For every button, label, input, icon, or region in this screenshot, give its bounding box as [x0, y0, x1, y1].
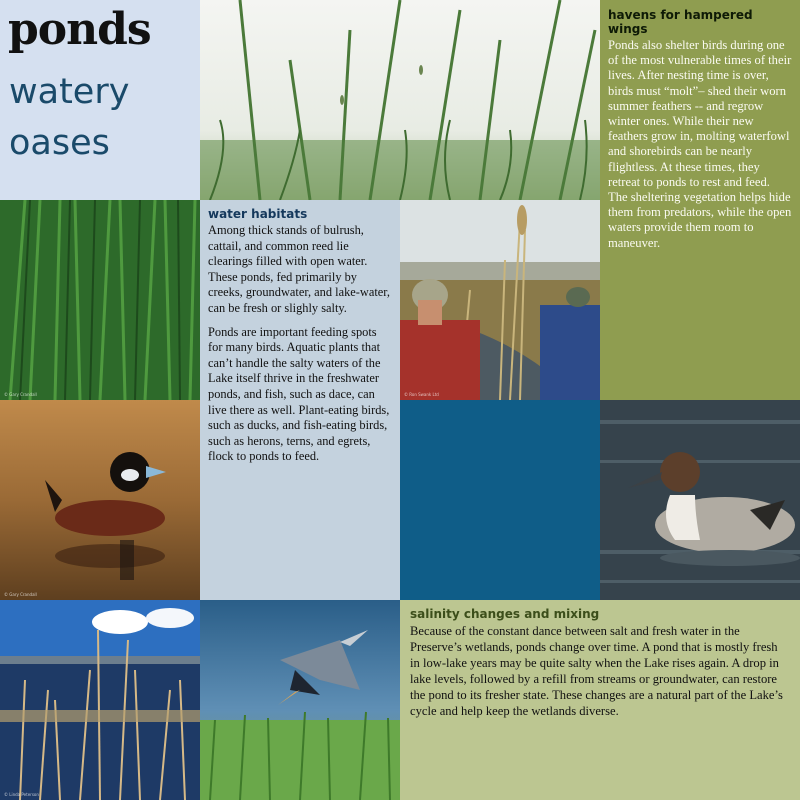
ruddy-duck-image — [0, 400, 200, 600]
marsh-landscape-photo — [0, 600, 200, 800]
salinity-panel — [400, 600, 800, 800]
ruddy-duck-photo-credit: © Gary Crandall — [4, 592, 37, 597]
grass-image — [0, 200, 200, 400]
grass-photo — [0, 200, 200, 400]
havens-heading: havens for hampered wings — [608, 8, 753, 36]
ruddy-duck-photo — [0, 400, 200, 600]
heron-photo — [200, 600, 400, 800]
people-marsh-photo — [400, 200, 600, 400]
blue-color-block — [400, 400, 600, 600]
pintail-duck-image — [600, 400, 800, 600]
subtitle-line-2: oases — [9, 123, 110, 163]
pintail-duck-photo — [600, 400, 800, 600]
heron-image — [200, 600, 400, 800]
salinity-heading: salinity changes and mixing — [410, 607, 600, 621]
havens-body: Ponds also shelter birds during one of the most vulnerable times of their lives. After nesting time is over, birds must “molt”– shed their worn summer feathers -- and regrow winter ones. While their new feathers grow in, molting waterfowl and shorebirds can be nearly flightless. At these times, they retreat to ponds to rest and feed. The sheltering vegetation helps hide them from predators, while the open waters provide them room to maneuver. — [608, 38, 792, 250]
people-photo-credit: © Ron Swank Ltd — [404, 392, 439, 397]
subtitle-line-1: watery — [9, 72, 130, 112]
people-marsh-image — [400, 200, 600, 400]
marsh-landscape-image — [0, 600, 200, 800]
title-block — [0, 0, 200, 200]
page-title: ponds — [8, 4, 151, 55]
water-habitats-paragraph-2: Ponds are important feeding spots for many birds. Aquatic plants that can’t handle the salty waters of the Lake itself thrive in the freshwater ponds, and fish, such as dace, can live there as well. Plant-eating birds, such as ducks, and fish-eating birds, such as herons, terns, and egrets, flock to ponds to feed. — [208, 324, 390, 464]
reeds-image — [200, 0, 600, 200]
havens-panel — [600, 0, 800, 400]
marsh-photo-credit: © Linda Peterson — [4, 792, 39, 797]
grass-photo-credit: © Gary Crandall — [4, 392, 37, 397]
salinity-body: Because of the constant dance between salt and fresh water in the Preserve’s wetlands, ponds change over time. A pond that is mostly fresh in low-lake years may be quite salty when the Lake rises again. A drop in lake levels, followed by a refill from streams or groundwater, can restore the pond to its fresher state. These changes are a natural part of the Lake’s cycle and help keep the wetlands diverse. — [410, 624, 783, 718]
water-habitats-heading: water habitats — [208, 207, 308, 221]
water-habitats-paragraph-1: Among thick stands of bulrush, cattail, and common reed lie clearings filled with open water. These ponds, fed primarily by creeks, groundwater, and lake-water, can be fresh or slighly salty. — [208, 223, 391, 315]
reeds-photo — [200, 0, 600, 200]
water-habitats-panel — [200, 200, 400, 600]
